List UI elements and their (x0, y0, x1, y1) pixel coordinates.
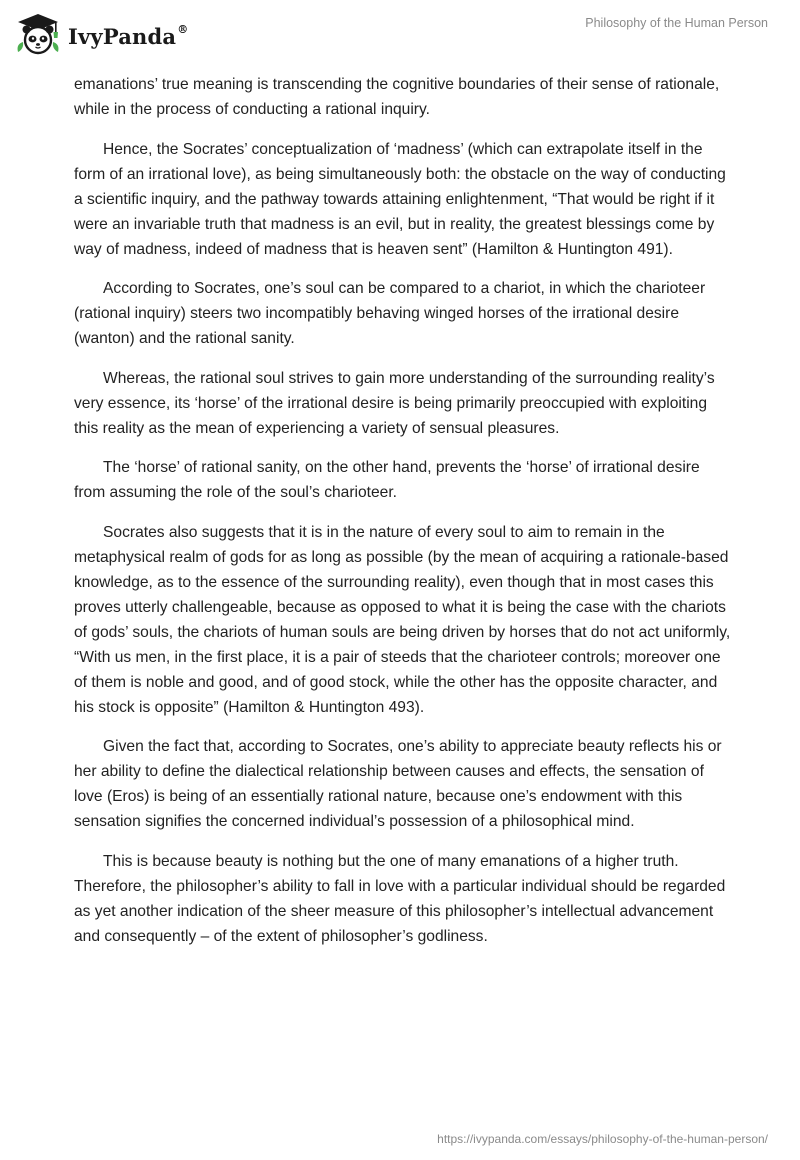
paragraph: This is because beauty is nothing but the one of many emanations of a higher truth. Therefore, the philosopher’s ability to fall in love with a particular individual should be regarded as yet another indication of the sheer measure of this philosopher’s intellectual advancement and consequently – of the extent of philosopher’s godliness. (74, 852, 726, 945)
ivypanda-logo[interactable] (14, 12, 188, 56)
document-title: Philosophy of the Human Person (585, 16, 768, 30)
paragraph: The ‘horse’ of rational sanity, on the other hand, prevents the ‘horse’ of irrational desire from assuming the role of the soul’s charioteer. (74, 459, 700, 501)
page-header (0, 0, 800, 66)
paragraph: Socrates also suggests that it is in the nature of every soul to aim to remain in the metaphysical realm of gods for as long as possible (by the mean of acquiring a rationale-based knowledge, as to the essence of the surrounding reality), even though that in most cases this proves utterly challengeable, because as opposed to what it is being the case with the chariots of gods’ souls, the chariots of human souls are being driven by horses that do not act uniformly, “With us men, in the first place, it is a pair of steeds that the charioteer controls; moreover one of them is noble and good, and of good stock, while the other has the opposite character, and his stock is opposite” (Hamilton & Huntington 493). (74, 523, 731, 716)
registered-mark: ® (177, 22, 189, 36)
paragraph: Hence, the Socrates’ conceptualization of ‘madness’ (which can extrapolate itself in the form of an irrational love), as being simultaneously both: the obstacle on the way of conducting a scientific inquiry, and the pathway towards attaining enlightenment, “That would be right if it were an invariable truth that madness is an evil, but in reality, the greatest blessings come by way of madness, indeed of madness that is heaven sent” (Hamilton & Huntington 491). (74, 140, 726, 258)
logo-wordmark: IvyPanda® (68, 22, 189, 49)
paragraph: Given the fact that, according to Socrates, one’s ability to appreciate beauty reflects his or her ability to define the dialectical relationship between causes and effects, the sensation of love (Eros) is being of an essentially rational nature, because one’s endowment with this sensation signifies the concerned individual’s possession of a philosophical mind. (74, 738, 722, 830)
paragraph: Whereas, the rational soul strives to gain more understanding of the surrounding reality’s very essence, its ‘horse’ of the irrational desire is being primarily preoccupied with exploiting this reality as the mean of experiencing a variety of sensual pleasures. (74, 369, 715, 437)
paragraph-continuation: emanations’ true meaning is transcending the cognitive boundaries of their sense of rationale, while in the process of conducting a rational inquiry. (74, 76, 720, 118)
paragraph: According to Socrates, one’s soul can be compared to a chariot, in which the charioteer (rational inquiry) steers two incompatibly behaving winged horses of the irrational desire (wanton) and the rational sanity. (74, 280, 706, 347)
source-url[interactable]: https://ivypanda.com/essays/philosophy-of-the-human-person/ (437, 1132, 768, 1146)
essay-body (74, 72, 734, 963)
panda-graduate-icon (14, 12, 62, 56)
